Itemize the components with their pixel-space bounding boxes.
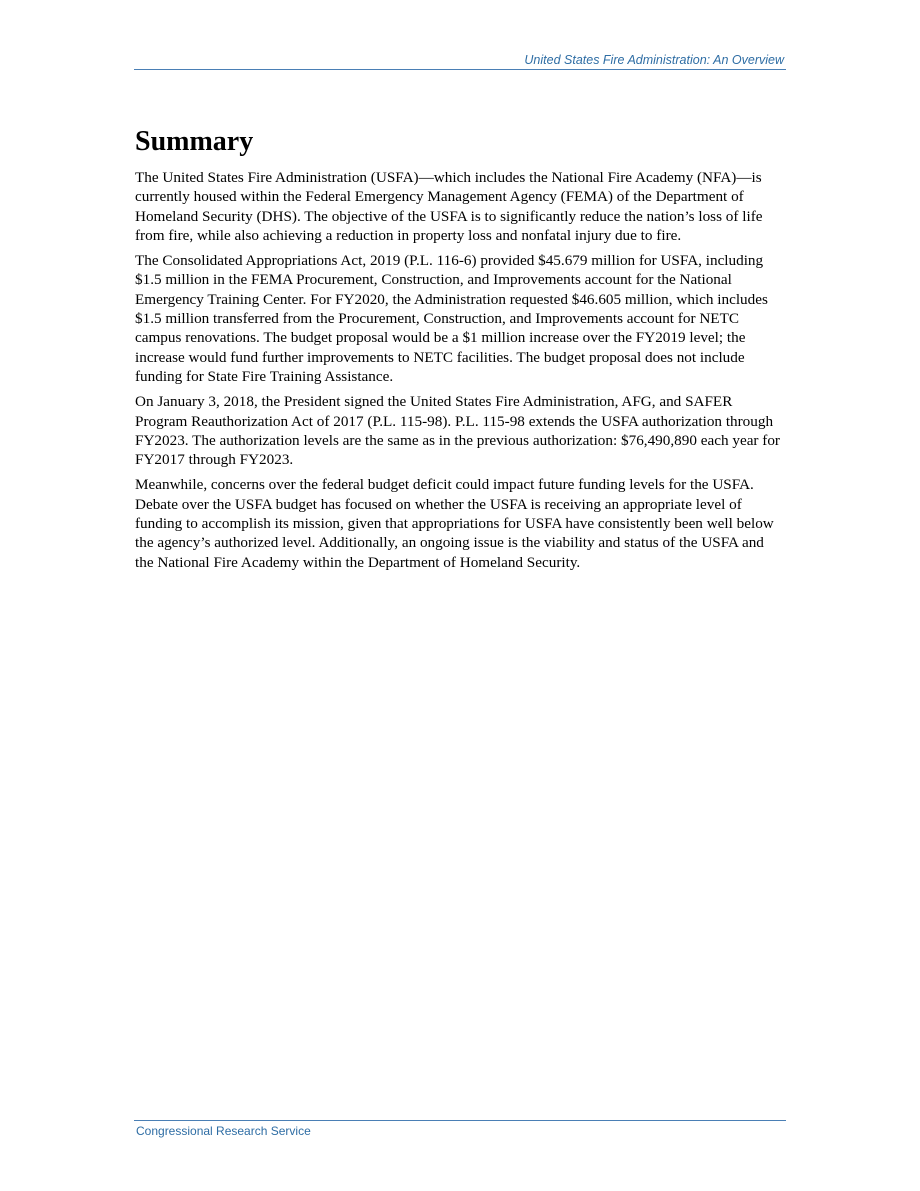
running-footer <box>134 1120 786 1139</box>
section-heading: Summary <box>135 126 254 157</box>
running-header <box>134 52 786 70</box>
footer-publisher: Congressional Research Service <box>136 1124 311 1138</box>
document-body <box>135 124 780 578</box>
summary-paragraph-4: Meanwhile, concerns over the federal budget deficit could impact future funding levels for the USFA. Debate over the USFA budget has focused on whether the USFA is receiving an appropriate level of funding to accomplish its mission, given that appropriations for USFA have consistently been well below the agency’s authorized level. Additionally, an ongoing issue is the viability and status of the USFA and the National Fire Academy within the Department of Homeland Security. <box>135 476 774 571</box>
running-header-title: United States Fire Administration: An Overview <box>524 53 784 67</box>
summary-paragraph-1: The United States Fire Administration (USFA)—which includes the National Fire Academy (NFA)—is currently housed within the Federal Emergency Management Agency (FEMA) of the Department of Homeland Security (DHS). The objective of the USFA is to significantly reduce the nation’s loss of life from fire, while also achieving a reduction in property loss and nonfatal injury due to fire. <box>135 169 763 244</box>
summary-paragraph-2: The Consolidated Appropriations Act, 2019 (P.L. 116-6) provided $45.679 million for USFA, including $1.5 million in the FEMA Procurement, Construction, and Improvements account for the National Emergency Training Center. For FY2020, the Administration requested $46.605 million, which includes $1.5 million transferred from the Procurement, Construction, and Improvements account for NETC campus renovations. The budget proposal would be a $1 million increase over the FY2019 level; the increase would fund further improvements to NETC facilities. The budget proposal does not include funding for State Fire Training Assistance. <box>135 252 768 385</box>
summary-paragraph-3: On January 3, 2018, the President signed the United States Fire Administration, AFG, and SAFER Program Reauthorization Act of 2017 (P.L. 115-98). P.L. 115-98 extends the USFA authorization through FY2023. The authorization levels are the same as in the previous authorization: $76,490,890 each year for FY2017 through FY2023. <box>135 393 780 469</box>
